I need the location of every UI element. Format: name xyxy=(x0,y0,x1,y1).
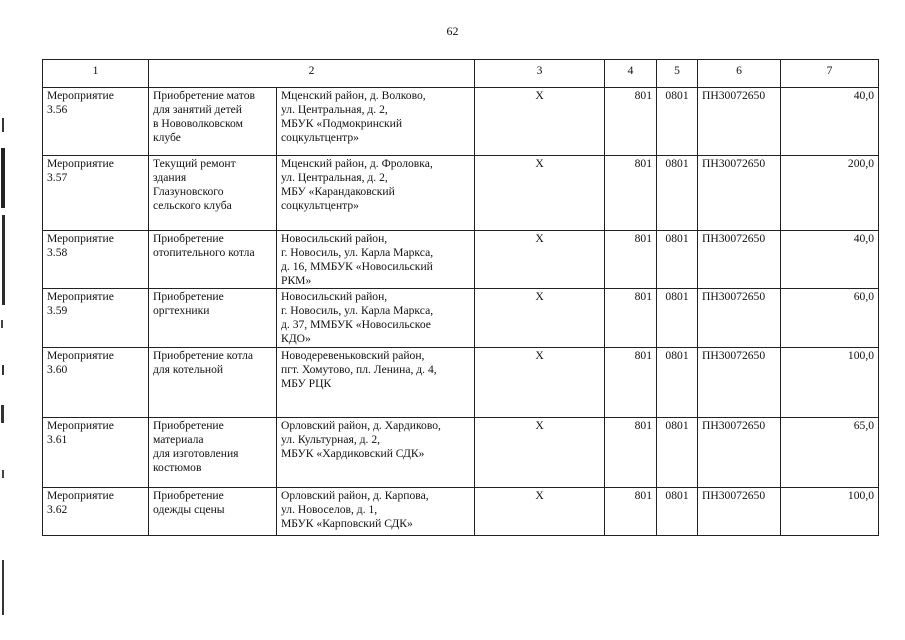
table-row xyxy=(43,88,879,156)
col4-cell: 801 xyxy=(605,231,657,289)
measure-cell: Мероприятие 3.60 xyxy=(43,348,149,418)
col6-cell: ПН30072650 xyxy=(698,156,781,231)
location-cell: Новодеревеньковский район, пгт. Хомутово, пл. Ленина, д. 4, МБУ РЦК xyxy=(277,348,475,418)
table-row xyxy=(43,289,879,348)
header-cell-1: 1 xyxy=(43,60,149,88)
table-row xyxy=(43,488,879,536)
location-cell: Мценский район, д. Волково, ул. Центральная, д. 2, МБУК «Подмокринский соцкультцентр» xyxy=(277,88,475,156)
col4-cell: 801 xyxy=(605,418,657,488)
col6-cell: ПН30072650 xyxy=(698,488,781,536)
budget-table xyxy=(42,59,879,536)
col6-cell: ПН30072650 xyxy=(698,418,781,488)
measure-cell: Мероприятие 3.62 xyxy=(43,488,149,536)
header-cell-7: 7 xyxy=(781,60,879,88)
col7-cell: 65,0 xyxy=(781,418,879,488)
col6-cell: ПН30072650 xyxy=(698,289,781,348)
col7-cell: 100,0 xyxy=(781,348,879,418)
col4-cell: 801 xyxy=(605,156,657,231)
header-cell-3: 3 xyxy=(475,60,605,88)
col6-cell: ПН30072650 xyxy=(698,88,781,156)
table-row xyxy=(43,156,879,231)
col5-cell: 0801 xyxy=(657,231,698,289)
col5-cell: 0801 xyxy=(657,289,698,348)
scan-margin-marks xyxy=(0,0,20,640)
col4-cell: 801 xyxy=(605,348,657,418)
measure-cell: Мероприятие 3.61 xyxy=(43,418,149,488)
description-cell: Приобретение котла для котельной xyxy=(149,348,277,418)
header-cell-2: 2 xyxy=(149,60,475,88)
description-cell: Приобретение матов для занятий детей в Нововолковском клубе xyxy=(149,88,277,156)
col7-cell: 100,0 xyxy=(781,488,879,536)
location-cell: Орловский район, д. Карпова, ул. Новоселов, д. 1, МБУК «Карповский СДК» xyxy=(277,488,475,536)
location-cell: Новосильский район, г. Новосиль, ул. Карла Маркса, д. 37, ММБУК «Новосильское КДО» xyxy=(277,289,475,348)
col4-cell: 801 xyxy=(605,289,657,348)
table-row xyxy=(43,231,879,289)
col3-cell: Х xyxy=(475,418,605,488)
col3-cell: Х xyxy=(475,289,605,348)
col3-cell: Х xyxy=(475,231,605,289)
description-cell: Приобретение отопительного котла xyxy=(149,231,277,289)
table-header-row xyxy=(43,60,879,88)
measure-cell: Мероприятие 3.57 xyxy=(43,156,149,231)
col7-cell: 200,0 xyxy=(781,156,879,231)
location-cell: Орловский район, д. Хардиково, ул. Культурная, д. 2, МБУК «Хардиковский СДК» xyxy=(277,418,475,488)
col7-cell: 40,0 xyxy=(781,88,879,156)
table-row xyxy=(43,348,879,418)
description-cell: Приобретение одежды сцены xyxy=(149,488,277,536)
col5-cell: 0801 xyxy=(657,88,698,156)
col5-cell: 0801 xyxy=(657,348,698,418)
header-cell-4: 4 xyxy=(605,60,657,88)
measure-cell: Мероприятие 3.59 xyxy=(43,289,149,348)
col4-cell: 801 xyxy=(605,488,657,536)
description-cell: Текущий ремонт здания Глазуновского сельского клуба xyxy=(149,156,277,231)
measure-cell: Мероприятие 3.58 xyxy=(43,231,149,289)
col3-cell: Х xyxy=(475,88,605,156)
table-row xyxy=(43,418,879,488)
col6-cell: ПН30072650 xyxy=(698,348,781,418)
col5-cell: 0801 xyxy=(657,488,698,536)
header-cell-5: 5 xyxy=(657,60,698,88)
col7-cell: 60,0 xyxy=(781,289,879,348)
col4-cell: 801 xyxy=(605,88,657,156)
location-cell: Новосильский район, г. Новосиль, ул. Карла Маркса, д. 16, ММБУК «Новосильский РКМ» xyxy=(277,231,475,289)
col6-cell: ПН30072650 xyxy=(698,231,781,289)
col3-cell: Х xyxy=(475,488,605,536)
col5-cell: 0801 xyxy=(657,418,698,488)
col7-cell: 40,0 xyxy=(781,231,879,289)
page-number: 62 xyxy=(446,24,459,38)
header-cell-6: 6 xyxy=(698,60,781,88)
description-cell: Приобретение материала для изготовления костюмов xyxy=(149,418,277,488)
description-cell: Приобретение оргтехники xyxy=(149,289,277,348)
col5-cell: 0801 xyxy=(657,156,698,231)
col3-cell: Х xyxy=(475,156,605,231)
col3-cell: Х xyxy=(475,348,605,418)
measure-cell: Мероприятие 3.56 xyxy=(43,88,149,156)
location-cell: Мценский район, д. Фроловка, ул. Центральная, д. 2, МБУ «Карандаковский соцкультцентр» xyxy=(277,156,475,231)
